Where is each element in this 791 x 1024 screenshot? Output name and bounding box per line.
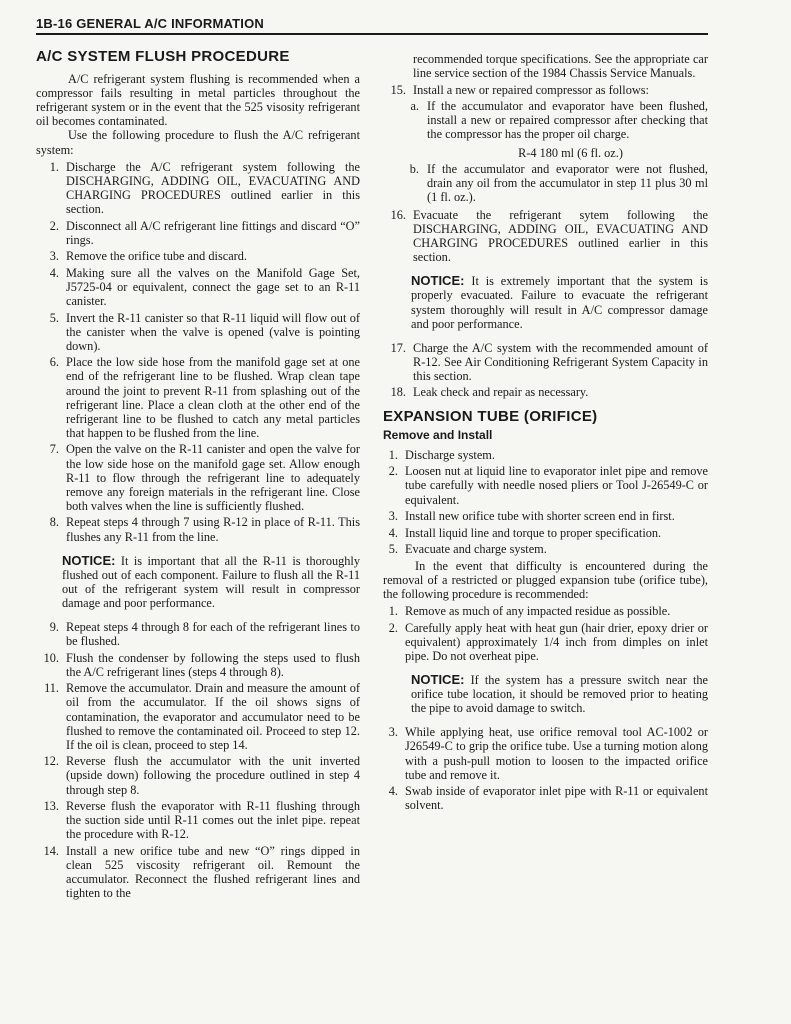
list-item: 15. Install a new or repaired compressor as follows: — [390, 82, 649, 97]
restricted-tube-steps-2 — [383, 725, 708, 812]
left-column — [36, 46, 360, 903]
list-item: 3. Remove the orifice tube and discard. — [49, 249, 247, 264]
list-item: 3. While applying heat, use orifice removal tool AC-1002 or J26549-C to grip the orifice tube. Use a turning motion along with a push-pull motion to loosen to the impacted orifice tube and remove it. — [388, 725, 708, 782]
notice-text: If the system has a pressure switch near the orifice tube location, it should be removed prior to heating the pipe to avoid damage to switch. — [411, 673, 709, 716]
right-column — [383, 52, 708, 815]
list-item: 2. Carefully apply heat with heat gun (hair drier, epoxy drier or equivalent) approximately 1/4 inch from dimples on inlet pipe. Do not overheat pipe. — [388, 620, 708, 663]
flush-steps-list — [36, 160, 360, 544]
list-item: 14. Install a new orifice tube and new “O” rings dipped in clean 525 viscosity refrigerant oil. Remount the accumulator. Reconnect the flushed refrigerant lines and tighten to the — [43, 843, 360, 901]
flush-steps-list-2 — [36, 620, 360, 900]
list-item: 1. Discharge system. — [388, 447, 495, 462]
list-item: 1. Discharge the A/C refrigerant system following the DISCHARGING, ADDING OIL, EVACUATING AND CHARGING PROCEDURES outlined earlier in this section. — [49, 159, 360, 216]
page-header: 1B-16 GENERAL A/C INFORMATION — [36, 16, 265, 31]
intro-paragraph: A/C refrigerant system flushing is recommended when a compressor fails resulting in metal particles throughout the refrigerant system or in the event that the 525 visosity refrigerant oil becomes contaminated. — [36, 72, 360, 129]
notice-box — [383, 673, 708, 715]
notice-label: NOTICE: — [411, 672, 465, 688]
sub-item: a. If the accumulator and evaporator have been flushed, install a new or repaired compressor after checking that the compressor has the proper oil charge. — [410, 99, 708, 142]
list-item: 4. Making sure all the valves on the Manifold Gage Set, J5725-04 or equivalent, connect the gage set to an R-11 canister. — [49, 265, 360, 308]
list-item: 4. Install liquid line and torque to proper specification. — [388, 525, 662, 540]
expansion-tube-steps — [383, 448, 708, 557]
sub-item: b. If the accumulator and evaporator were not flushed, drain any oil from the accumulator in step 11 plus 30 ml (1 fl. oz.). — [409, 161, 708, 204]
list-item: 6. Place the low side hose from the manifold gage set at one end of the refrigerant line to be flushed. Wrap clean tape around the joint to prevent R-11 from splashing out of the refrigerant line. Place a clean cloth at the other end of the refrigerant line to be flushed to catch any metal particles that happen to be flushed from the line. — [49, 355, 360, 440]
notice-text: It is important that all the R-11 is thoroughly flushed out of each component. Failure to flush all the R-11 out of the refrigerant system will result in compressor damage and poor performance. — [62, 553, 361, 610]
list-item: 2. Disconnect all A/C refrigerant line fittings and discard “O” rings. — [49, 218, 360, 247]
list-item: 18. Leak check and repair as necessary. — [390, 385, 589, 400]
list-item: 10. Flush the condenser by following the steps used to flush the A/C refrigerant lines (steps 4 through 8). — [43, 650, 360, 679]
list-item: 13. Reverse flush the evaporator with R-11 flushing through the suction side until R-11 comes out the inlet pipe. repeat the procedure with R-12. — [43, 799, 360, 842]
list-item: 2. Loosen nut at liquid line to evaporator inlet pipe and remove tube carefully with needle nosed pliers or Tool J-26549-C or equivalent. — [388, 464, 708, 507]
restricted-tube-steps — [383, 604, 708, 663]
list-item: 1. Remove as much of any impacted residue as possible. — [388, 604, 671, 619]
list-item: 12. Reverse flush the accumulator with the unit inverted (upside down) following the procedure outlined in step 4 through step 8. — [43, 754, 360, 797]
list-item: 5. Invert the R-11 canister so that R-11 liquid will flow out of the canister when the valve is opened (valve is pointing down). — [49, 310, 360, 353]
notice-text: It is extremely important that the system is properly evacuated. Failure to evacuate the refrigerant system thoroughly will result in A/C compressor damage and poor performance. — [411, 274, 708, 331]
restricted-tube-intro: In the event that difficulty is encountered during the removal of a restricted or plugged expansion tube (orifice tube), the following procedure is recommended: — [383, 558, 708, 602]
list-item: 17. Charge the A/C system with the recommended amount of R-12. See Air Conditioning Refrigerant System Capacity in this section. — [390, 340, 708, 383]
intro-paragraph-2: Use the following procedure to flush the A/C refrigerant system: — [36, 128, 360, 157]
list-item: 9. Repeat steps 4 through 8 for each of the refrigerant lines to be flushed. — [49, 619, 360, 649]
list-item: 4. Swab inside of evaporator inlet pipe with R-11 or equivalent solvent. — [388, 784, 708, 813]
header-rule — [36, 33, 708, 35]
list-item: 7. Open the valve on the R-11 canister and open the valve for the low side hose on the manifold gage set. Allow enough R-11 to flow through the refrigerant line to adequately remove any foreign materials in the refrigerant line. Close both valves when the line is sufficiently flushed. — [49, 442, 360, 513]
list-item: 3. Install new orifice tube with shorter screen end in first. — [388, 509, 675, 524]
subheading-remove-install: Remove and Install — [383, 427, 493, 442]
notice-label: NOTICE: — [62, 552, 116, 568]
list-item: 8. Repeat steps 4 through 7 using R-12 in place of R-11. This flushes any R-11 from the line. — [49, 515, 360, 544]
notice-box — [36, 554, 360, 610]
section-heading-expansion-tube: EXPANSION TUBE (ORIFICE) — [383, 407, 598, 425]
list-item: 5. Evacuate and charge system. — [388, 542, 547, 557]
continuation-text: recommended torque specifications. See the appropriate car line service section of the 1984 Chassis Service Manuals. — [413, 52, 708, 81]
notice-label: NOTICE: — [411, 273, 465, 289]
oil-charge-value: R-4 180 ml (6 fl. oz.) — [518, 145, 623, 160]
list-item: 11. Remove the accumulator. Drain and measure the amount of oil from the accumulator. If the oil shows signs of contamination, the evaporator and accumulator need to be flushed to remove the contaminated oil. Proceed to step 12. If the oil is clean, proceed to step 14. — [44, 681, 360, 752]
notice-box — [383, 274, 708, 330]
section-heading-flush: A/C SYSTEM FLUSH PROCEDURE — [36, 48, 290, 65]
list-item: 16. Evacuate the refrigerant sytem following the DISCHARGING, ADDING OIL, EVACUATING AND CHARGING PROCEDURES outlined earlier in this section. — [390, 207, 708, 265]
